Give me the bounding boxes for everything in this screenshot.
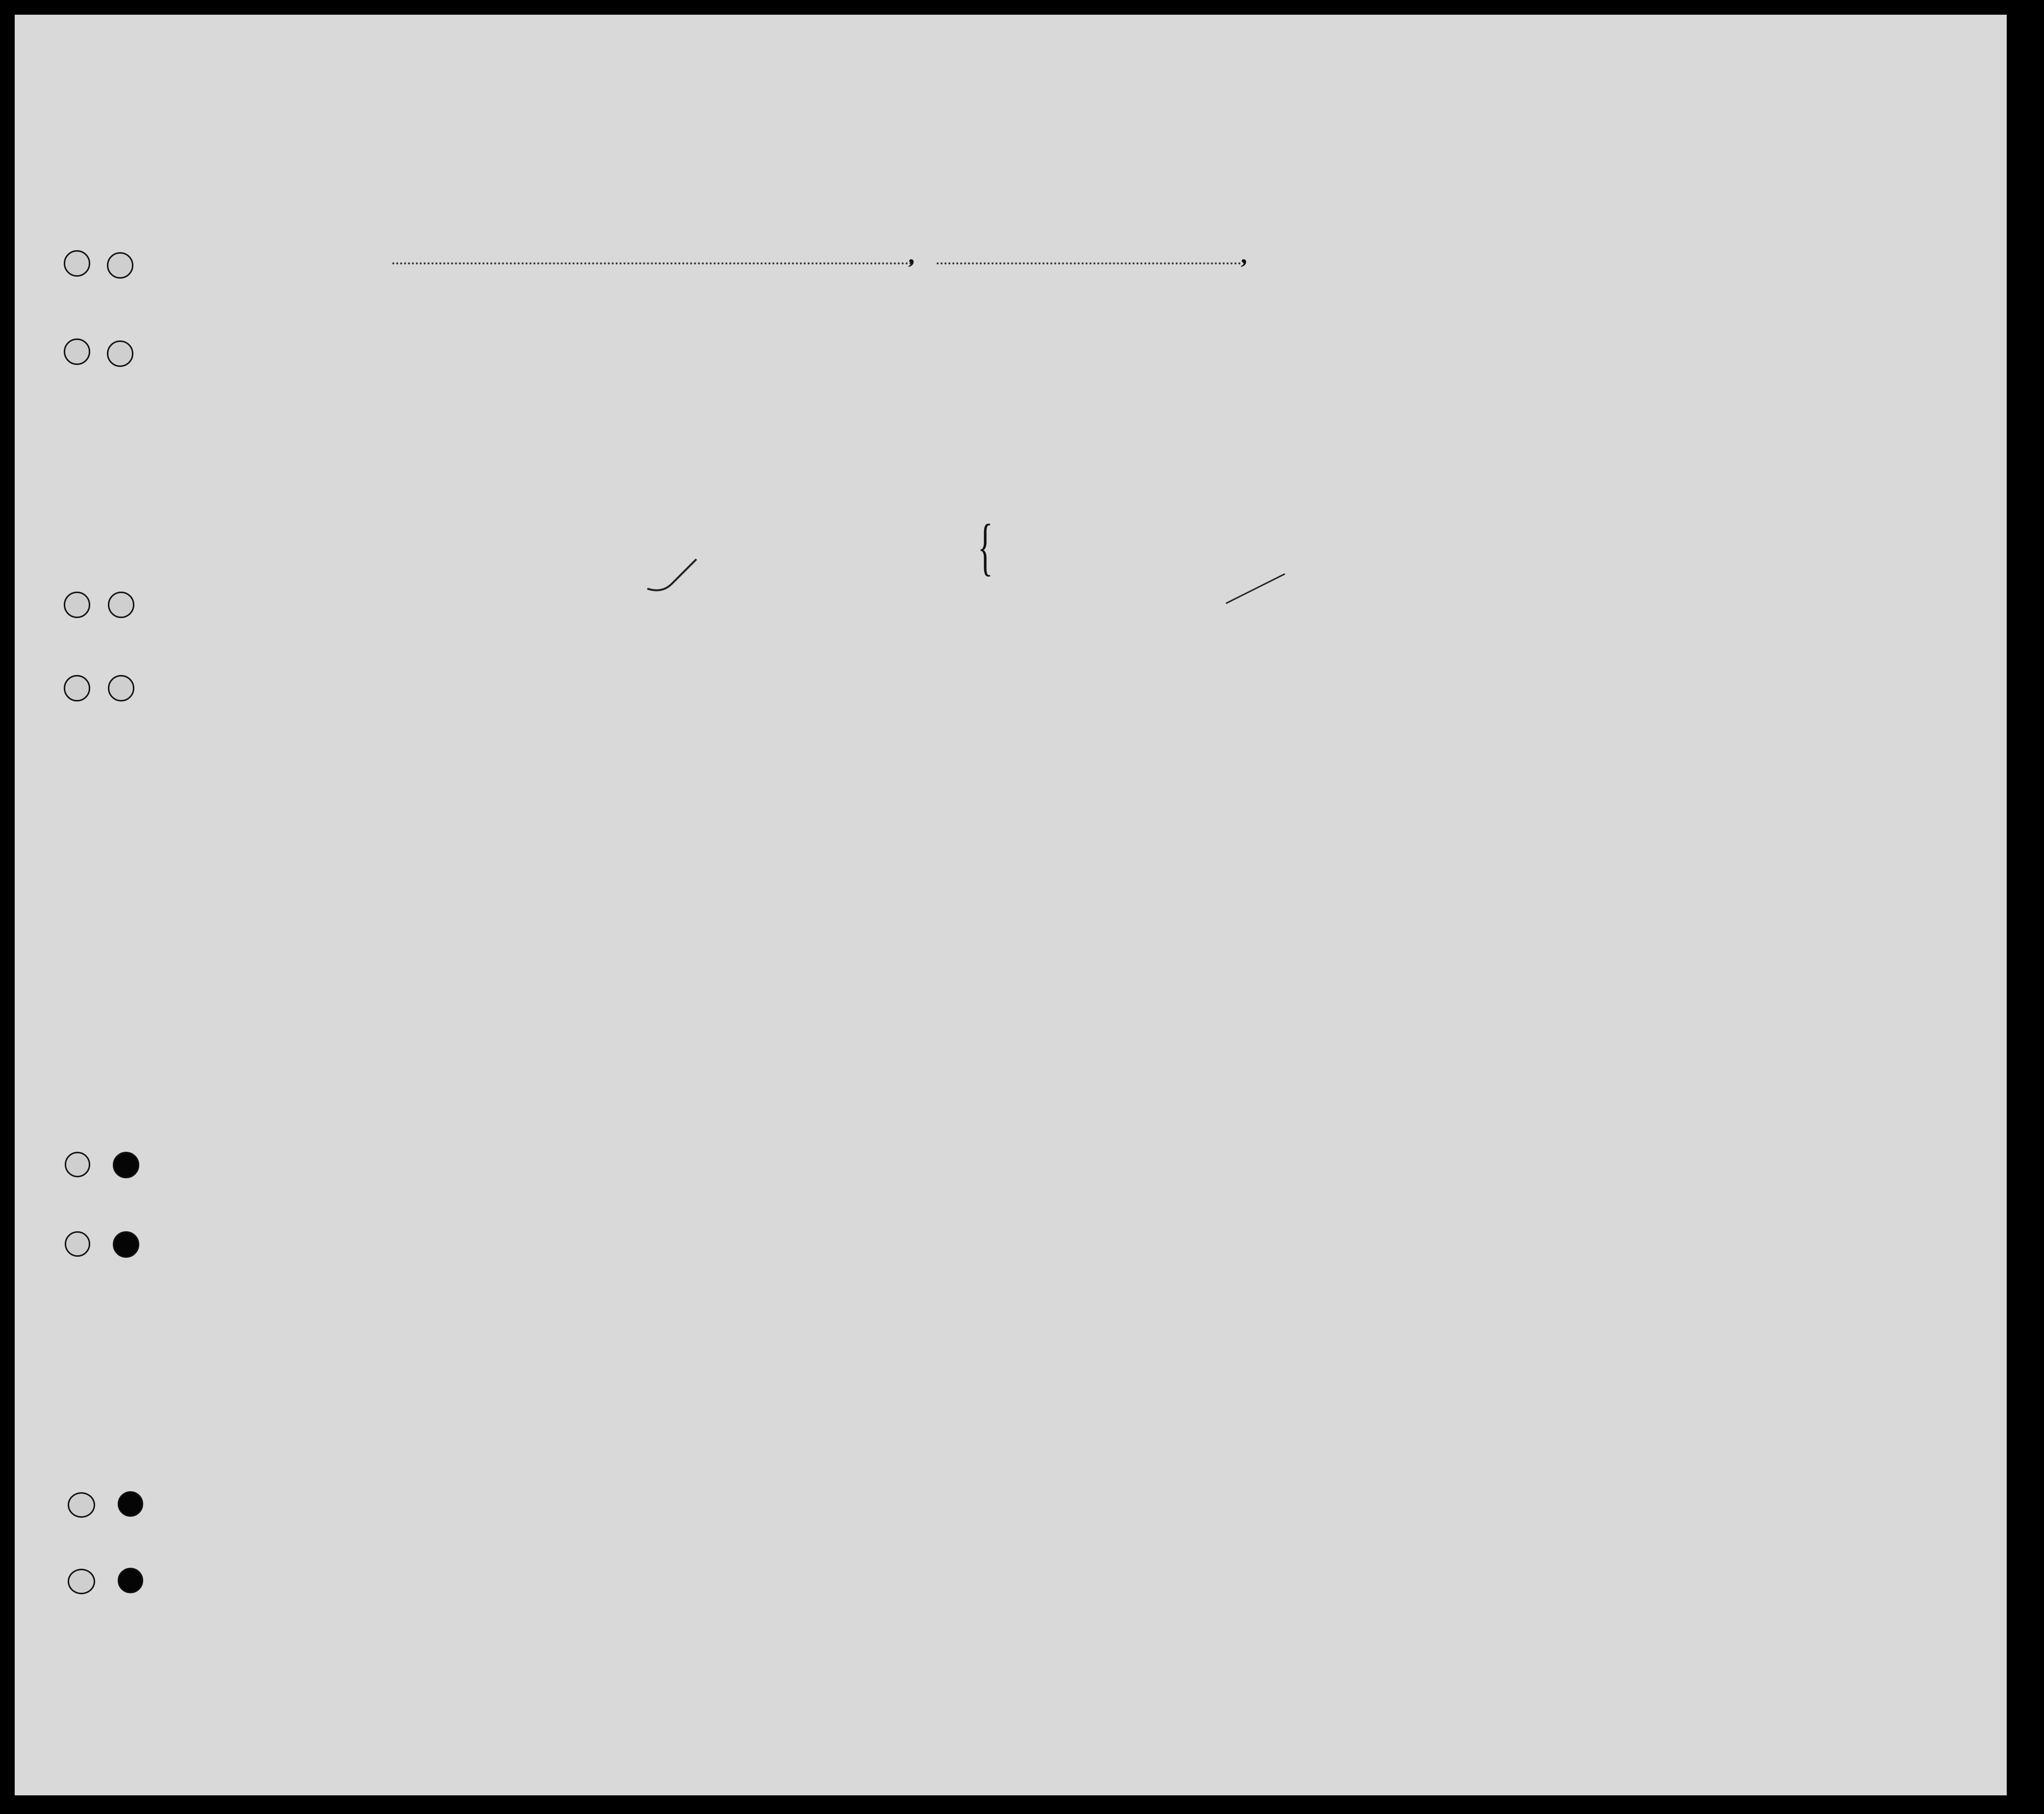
header-c34-feet: [1688, 407, 1700, 451]
header-c30: [1518, 324, 1538, 456]
header-c24-b: [1255, 353, 1281, 456]
header-c21: [759, 324, 784, 461]
header-c31: [1545, 324, 1564, 456]
header-c19: [637, 319, 659, 456]
header-c26: [1379, 324, 1394, 456]
header-c25: [1333, 324, 1362, 456]
table-grid: [15, 15, 2007, 1795]
comma: ,: [908, 241, 915, 269]
header-c27: [1408, 324, 1423, 456]
row3-strike-mark: [1221, 569, 1290, 608]
header-c24-a: [1221, 353, 1247, 456]
row3-checkmark: [642, 554, 701, 598]
header-c34-inches: [1710, 407, 1721, 451]
manifest-page: [15, 15, 2007, 1795]
header-c29: [1478, 324, 1512, 456]
comma: ,: [1241, 241, 1247, 269]
bracket: {: [977, 512, 993, 582]
header-c24-c: [1285, 353, 1310, 456]
